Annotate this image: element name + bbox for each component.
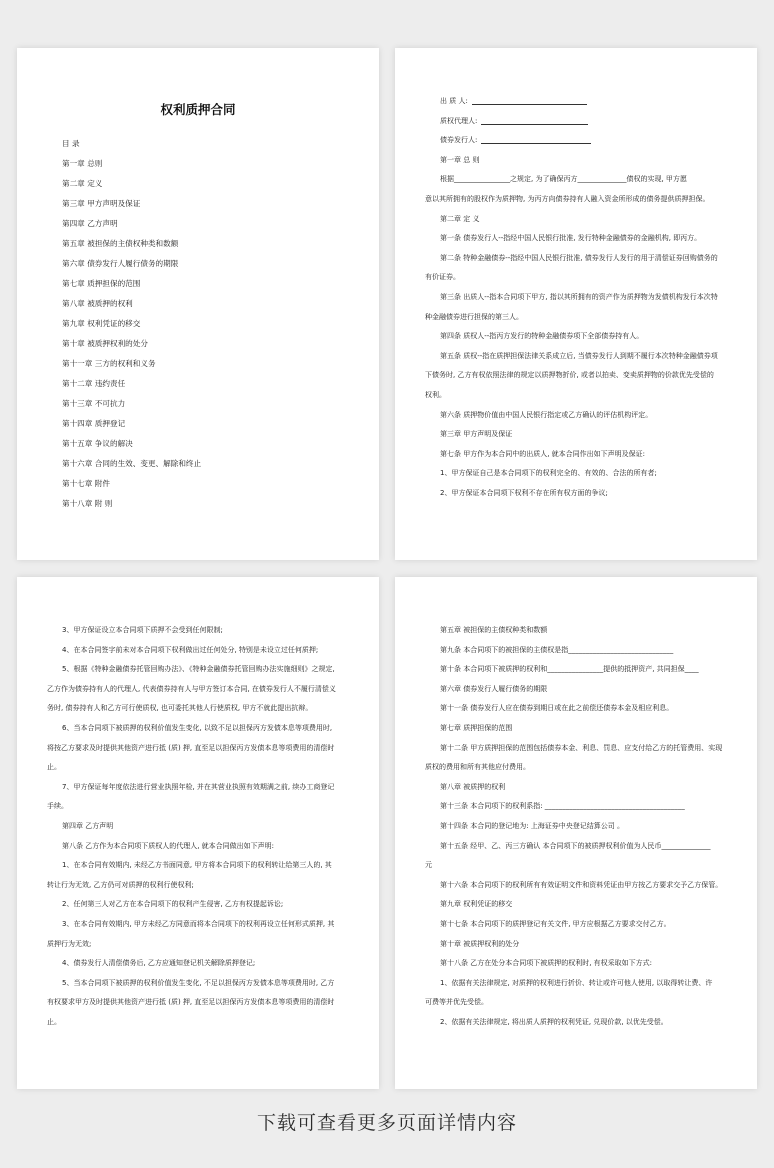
- body-line: [425, 699, 727, 719]
- line-text: 将按乙方要求及时提供其他资产进行抵 (质) 押, 直至足以担保丙方发债本息等项费用的清偿时: [47, 743, 335, 752]
- line-text: 质权代理人:: [440, 116, 478, 125]
- toc-item: 第十七章 附件: [62, 479, 110, 488]
- section-heading: [425, 935, 727, 955]
- section-heading: [425, 92, 727, 112]
- section-heading: [425, 719, 727, 739]
- body-line: [425, 445, 727, 465]
- line-text: 第十三条 本合同项下的权利系指: ________________________________________: [440, 802, 685, 811]
- toc-item: 第十五章 争议的解决: [62, 439, 133, 448]
- toc-item: 第十四章 质押登记: [62, 419, 126, 428]
- section-heading: [425, 778, 727, 798]
- body-line: [425, 386, 727, 406]
- line-text: 转让行为无效, 乙方仍可对质押的权利行使权利;: [47, 880, 194, 889]
- body-line: [425, 327, 727, 347]
- download-prompt-caption: 下载可查看更多页面详情内容: [256, 1112, 517, 1134]
- line-text: 第十七条 本合同项下的质押登记有关文件, 甲方应根据乙方要求交付乙方。: [440, 919, 671, 928]
- toc-item: 第十三章 不可抗力: [62, 399, 126, 408]
- toc-item: 第三章 甲方声明及保证: [62, 199, 141, 208]
- toc-item: 第十一章 三方的权利和义务: [62, 359, 156, 368]
- line-text: 第九条 本合同项下的被担保的主债权是指______________________________: [440, 645, 674, 654]
- section-heading: [425, 131, 727, 151]
- body-line: [47, 954, 349, 974]
- section-heading: [425, 621, 727, 641]
- line-text: 质押行为无效;: [47, 939, 92, 948]
- toc-item: 第六章 债券发行人履行债务的期限: [62, 259, 179, 268]
- body-line: [47, 935, 349, 955]
- body-line: [425, 229, 727, 249]
- body-line: [47, 856, 349, 876]
- toc-item: 目 录: [62, 139, 80, 148]
- body-line: [47, 641, 349, 661]
- line-text: 第二条 特种金融债券--指经中国人民银行批准, 债券发行人发行的用于清偿证券回购债务的: [440, 253, 718, 262]
- toc-item: 第四章 乙方声明: [62, 219, 118, 228]
- line-text: 有价证券。: [425, 273, 460, 282]
- body-line: [425, 739, 727, 759]
- body-line: [425, 974, 727, 994]
- body-line: [47, 778, 349, 798]
- line-text: 第十五条 经甲、乙、丙三方确认 本合同项下的被质押权利价值为人民币______________: [440, 841, 711, 850]
- section-heading: [425, 680, 727, 700]
- body-line: [425, 308, 727, 328]
- line-text: 1、依据有关法律规定, 对质押的权利进行折价、转让或许可他人使用, 以取得转让费、许: [440, 978, 713, 987]
- page-3-body: [47, 621, 349, 1032]
- body-line: [47, 876, 349, 896]
- document-page-4: [395, 577, 757, 1089]
- line-text: 第二章 定 义: [440, 214, 480, 223]
- line-text: 2、任何第三人对乙方在本合同项下的权利产生侵害, 乙方有权提起诉讼;: [62, 900, 284, 909]
- line-text: 第十条 本合同项下被质押的权利和________________提供的抵押资产, 共同担保____: [440, 665, 699, 674]
- body-line: [47, 1013, 349, 1033]
- line-text: 第十四条 本合同的登记地为: 上海证券中央登记结算公司 。: [440, 821, 625, 830]
- line-text: 第四条 质权人--指丙方发行的特种金融债券项下全部债券持有人。: [440, 332, 644, 341]
- blank-underline: [481, 134, 591, 144]
- body-line: [425, 249, 727, 269]
- line-text: 第一条 债券发行人--指经中国人民银行批准, 发行特种金融债券的金融机构, 即丙方。: [440, 234, 702, 243]
- line-text: 乙方作为债券持有人的代理人, 代表债券持有人与甲方签订本合同, 在债券发行人不履行清偿义: [47, 684, 336, 693]
- line-text: 第三章 甲方声明及保证: [440, 430, 513, 439]
- body-line: [425, 366, 727, 386]
- toc-item: 第五章 被担保的主债权种类和数额: [62, 239, 179, 248]
- body-line: [425, 856, 727, 876]
- line-text: 手续。: [47, 802, 68, 811]
- body-line: [425, 288, 727, 308]
- line-text: 6、当本合同项下被质押的权利价值发生变化, 以致不足以担保丙方发债本息等项费用时,: [62, 723, 333, 732]
- section-heading: [425, 151, 727, 171]
- toc-item: 第八章 被质押的权利: [62, 299, 133, 308]
- toc-item: 第七章 质押担保的范围: [62, 279, 141, 288]
- table-of-contents: [17, 134, 379, 514]
- body-line: [47, 993, 349, 1013]
- body-line: [425, 268, 727, 288]
- line-text: 第八条 乙方作为本合同项下质权人的代理人, 就本合同做出如下声明:: [62, 841, 275, 850]
- line-text: 第三条 出质人--指本合同项下甲方, 指以其所拥有的资产作为质押物为发债机构发行本次特: [440, 292, 718, 301]
- body-line: [47, 758, 349, 778]
- section-heading: [425, 895, 727, 915]
- line-text: 5、当本合同项下被质押的权利价值发生变化, 不足以担保丙方发债本息等项费用时, 乙方: [62, 978, 335, 987]
- line-text: 有权要求甲方及时提供其他资产进行抵 (质) 押, 直至足以担保丙方发债本息等项费用的清偿时: [47, 998, 335, 1007]
- line-text: 第五章 被担保的主债权种类和数额: [440, 626, 548, 634]
- body-line: [425, 190, 727, 210]
- body-line: [47, 680, 349, 700]
- line-text: 权利。: [425, 390, 446, 399]
- section-heading: [425, 112, 727, 132]
- body-line: [47, 739, 349, 759]
- line-text: 1、在本合同有效期内, 未经乙方书面同意, 甲方将本合同项下的权利转让给第三人的, 其: [62, 861, 332, 870]
- body-line: [47, 915, 349, 935]
- line-text: 意以其所拥有的股权作为质押物, 为丙方向债券持有人融入资金所形成的债务提供质押担保。: [425, 194, 710, 203]
- line-text: 质权的费用和所有其他应付费用。: [425, 763, 530, 772]
- toc-item: 第二章 定义: [62, 179, 103, 188]
- body-line: [425, 915, 727, 935]
- line-text: 第八章 被质押的权利: [440, 782, 506, 791]
- body-line: [425, 817, 727, 837]
- body-line: [425, 758, 727, 778]
- body-line: [425, 170, 727, 190]
- body-line: [425, 837, 727, 857]
- line-text: 第四章 乙方声明: [62, 821, 114, 830]
- line-text: 元: [425, 861, 432, 870]
- body-line: [425, 464, 727, 484]
- body-line: [47, 621, 349, 641]
- toc-item: 第九章 权利凭证的移交: [62, 319, 141, 328]
- line-text: 3、甲方保证设立本合同项下质押不会受到任何限制;: [62, 626, 223, 634]
- line-text: 可费等并优先受偿。: [425, 998, 488, 1007]
- body-line: [425, 641, 727, 661]
- blank-underline: [481, 115, 588, 125]
- line-text: 下债务时, 乙方有权依照法律的规定以质押物折价, 或者以拍卖、变卖质押物的价款优先受偿的: [425, 371, 714, 380]
- line-text: 第十八条 乙方在处分本合同项下被质押的权利时, 有权采取如下方式:: [440, 959, 653, 968]
- line-text: 第七章 质押担保的范围: [440, 723, 513, 732]
- line-text: 第十一条 债券发行人应在债券到期日或在此之前偿还债券本金及相应利息。: [440, 704, 674, 713]
- body-line: [47, 974, 349, 994]
- document-page-2: [395, 48, 757, 560]
- page-4-body: [425, 621, 727, 1032]
- section-heading: [47, 817, 349, 837]
- line-text: 2、依据有关法律规定, 将出质人质押的权利凭证, 兑现价款, 以优先受偿。: [440, 1017, 668, 1026]
- toc-item: 第十八章 附 则: [62, 499, 113, 508]
- body-line: [425, 347, 727, 367]
- line-text: 止。: [47, 763, 61, 772]
- line-text: 根据________________之规定, 为了确保丙方______________债权的实现, 甲方愿: [440, 175, 687, 184]
- body-line: [425, 954, 727, 974]
- body-line: [425, 993, 727, 1013]
- document-title: 权利质押合同: [160, 102, 236, 117]
- page-2-body: [425, 92, 727, 503]
- line-text: 第五条 质权--指在质押担保法律关系成立后, 当债券发行人到期不履行本次特种金融债券项: [440, 351, 718, 360]
- line-text: 4、债券发行人清偿债务后, 乙方应通知登记机关解除质押登记;: [62, 959, 256, 968]
- line-text: 第六条 质押物价值由中国人民银行指定或乙方确认的评估机构评定。: [440, 410, 653, 419]
- body-line: [425, 406, 727, 426]
- line-text: 4、在本合同签字前未对本合同项下权利做出过任何处分, 特别是未设立过任何质押;: [62, 645, 319, 654]
- toc-item: 第一章 总则: [62, 159, 103, 168]
- body-line: [47, 837, 349, 857]
- section-heading: [425, 425, 727, 445]
- body-line: [425, 660, 727, 680]
- line-text: 第七条 甲方作为本合同中的出质人, 就本合同作出如下声明及保证:: [440, 449, 646, 458]
- toc-item: 第十二章 违约责任: [62, 379, 126, 388]
- line-text: 5、根据《特种金融债券托管回购办法》、《特种金融债券托管回购办法实施细则》之规定,: [62, 665, 335, 674]
- toc-item: 第十六章 合同的生效、变更、解除和终止: [62, 459, 202, 468]
- line-text: 2、甲方保证本合同项下权利不存在所有权方面的争议;: [440, 488, 608, 497]
- line-text: 止。: [47, 1017, 61, 1026]
- body-line: [47, 719, 349, 739]
- body-line: [425, 1013, 727, 1033]
- line-text: 种金融债券进行担保的第三人。: [425, 312, 523, 321]
- body-line: [47, 699, 349, 719]
- line-text: 债券发行人:: [440, 136, 478, 145]
- body-line: [425, 797, 727, 817]
- body-line: [47, 797, 349, 817]
- body-line: [47, 660, 349, 680]
- body-line: [47, 895, 349, 915]
- line-text: 第一章 总 则: [440, 155, 480, 164]
- line-text: 第十章 被质押权利的处分: [440, 939, 520, 948]
- document-page-1: [17, 48, 379, 560]
- line-text: 第六章 债券发行人履行债务的期限: [440, 684, 548, 693]
- body-line: [425, 876, 727, 896]
- body-line: [425, 484, 727, 504]
- section-heading: [425, 210, 727, 230]
- line-text: 1、甲方保证自己是本合同项下的权利完全的、有效的、合法的所有者;: [440, 469, 657, 478]
- line-text: 第九章 权利凭证的移交: [440, 900, 513, 909]
- line-text: 出 质 人:: [440, 97, 468, 105]
- line-text: 第十二条 甲方质押担保的范围包括债券本金、利息、罚息、应支付给乙方的托管费用、实现: [440, 743, 723, 752]
- line-text: 7、甲方保证每年度依法进行营业执照年检, 并在其营业执照有效期满之前, 续办工商登记: [62, 782, 335, 791]
- toc-item: 第十章 被质押权利的处分: [62, 339, 148, 348]
- document-page-3: [17, 577, 379, 1089]
- line-text: 务时, 债券持有人和乙方可行使质权, 也可委托其他人行使质权, 甲方不就此提出抗辩。: [47, 704, 313, 713]
- blank-underline: [472, 95, 587, 105]
- line-text: 3、在本合同有效期内, 甲方未经乙方同意而将本合同项下的权利再设立任何形式质押, 其: [62, 919, 335, 928]
- line-text: 第十六条 本合同项下的权利所有有效证明文件和资料凭证由甲方按乙方要求交予乙方保管。: [440, 880, 723, 889]
